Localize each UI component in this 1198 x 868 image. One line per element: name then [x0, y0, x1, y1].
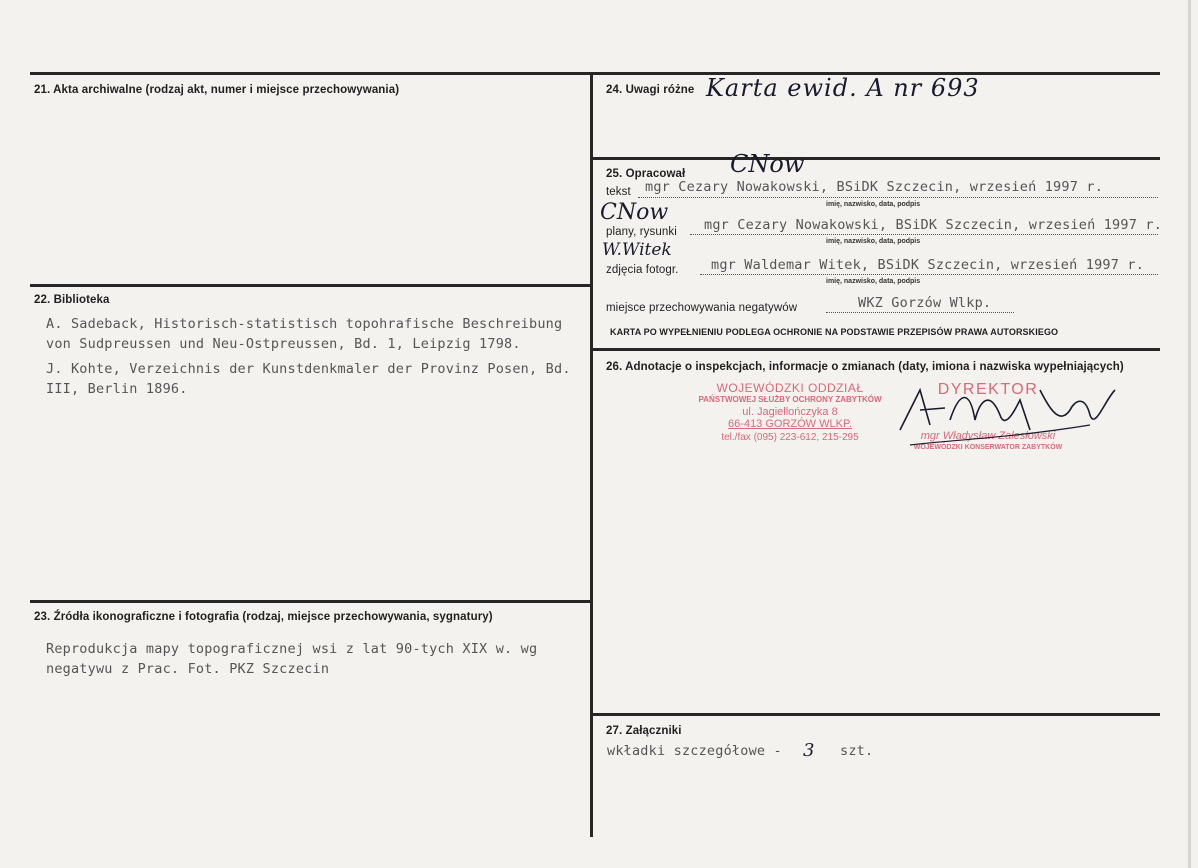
director-name: mgr Władysław Zalesłowski	[920, 430, 1056, 442]
signature-witek: W.Witek	[602, 240, 672, 260]
row-hint: imię, nazwisko, data, podpis	[826, 278, 921, 285]
signature-cnow-1: CNow	[730, 150, 805, 178]
center-divider	[590, 72, 593, 837]
library-entry: J. Kohte, Verzeichnis der Kunstdenkmaler der Provinz Posen, Bd. III, Berlin 1896.	[46, 361, 571, 397]
section-22-label: 22. Biblioteka	[34, 294, 110, 306]
row-value-plans: mgr Cezary Nowakowski, BSiDK Szczecin, wrzesień 1997 r.	[704, 217, 1163, 233]
row-hint: imię, nazwisko, data, podpis	[826, 238, 921, 245]
right-edge-mark	[1188, 0, 1191, 868]
stamp-line: WOJEWÓDZKI ODDZIAŁ	[716, 381, 864, 395]
rule-24-25	[592, 157, 1160, 160]
section-21-label: 21. Akta archiwalne (rodzaj akt, numer i miejsce przechowywania)	[34, 84, 400, 96]
section-25-label: 25. Opracował	[606, 168, 686, 180]
top-rule	[30, 72, 1160, 75]
rule-25-26	[592, 348, 1160, 351]
attachments-prefix: wkładki szczegółowe -	[607, 743, 782, 759]
stamp-line: tel./fax (095) 223-612, 215-295	[721, 432, 859, 443]
dotted-line	[638, 197, 1158, 198]
library-entries	[46, 314, 586, 404]
library-entry: A. Sadeback, Historisch-statistisch topohrafische Beschreibung von Sudpreussen und Neu-Ostpreussen, Bd. 1, Leipzig 1798.	[46, 316, 563, 352]
attachments-unit: szt.	[840, 743, 874, 759]
rule-21-22	[30, 284, 592, 287]
dotted-line	[826, 312, 1014, 313]
row-label-text: tekst	[606, 186, 631, 198]
row-value-text: mgr Cezary Nowakowski, BSiDK Szczecin, wrzesień 1997 r.	[645, 179, 1104, 195]
iconography-text: Reprodukcja mapy topograficznej wsi z lat 90-tych XIX w. wg negatywu z Prac. Fot. PKZ Szczecin	[46, 641, 538, 677]
office-stamp	[690, 382, 890, 444]
dotted-line	[700, 274, 1158, 275]
row-label-plans: plany, rysunki	[606, 226, 677, 238]
signature-cnow-2: CNow	[600, 200, 669, 225]
rule-26-27	[592, 713, 1160, 716]
storage-value: WKZ Gorzów Wlkp.	[858, 295, 992, 311]
director-role: WOJEWÓDZKI KONSERWATOR ZABYTKÓW	[913, 444, 1063, 451]
attachments-count: 3	[803, 740, 815, 761]
stamp-line: 66-413 GORZÓW WLKP.	[728, 418, 852, 430]
director-title: DYREKTOR	[937, 381, 1039, 398]
section-23-label: 23. Źródła ikonograficzne i fotografia (rodzaj, miejsce przechowywania, sygnatury)	[34, 611, 493, 623]
director-signature	[890, 370, 1140, 470]
stamp-line: PAŃSTWOWEJ SŁUŻBY OCHRONY ZABYTKÓW	[698, 395, 882, 404]
section-27-label: 27. Załączniki	[606, 725, 682, 737]
section-24-label: 24. Uwagi różne	[606, 84, 695, 96]
row-value-photos: mgr Waldemar Witek, BSiDK Szczecin, wrzesień 1997 r.	[711, 257, 1145, 273]
section-26-label: 26. Adnotacje o inspekcjach, informacje o zmianach (daty, imiona i nazwiska wypełniających)	[606, 361, 1124, 373]
rule-22-23	[30, 600, 592, 603]
remarks-handwriting: Karta ewid. A nr 693	[706, 74, 980, 102]
dotted-line	[690, 234, 1158, 235]
stamp-line: ul. Jagiellończyka 8	[742, 406, 838, 418]
copyright-notice: KARTA PO WYPEŁNIENIU PODLEGA OCHRONIE NA PODSTAWIE PRZEPISÓW PRAWA AUTORSKIEGO	[610, 327, 1059, 337]
row-hint: imię, nazwisko, data, podpis	[826, 201, 921, 208]
row-label-photos: zdjęcia fotogr.	[606, 264, 679, 276]
storage-label: miejsce przechowywania negatywów	[606, 302, 798, 314]
